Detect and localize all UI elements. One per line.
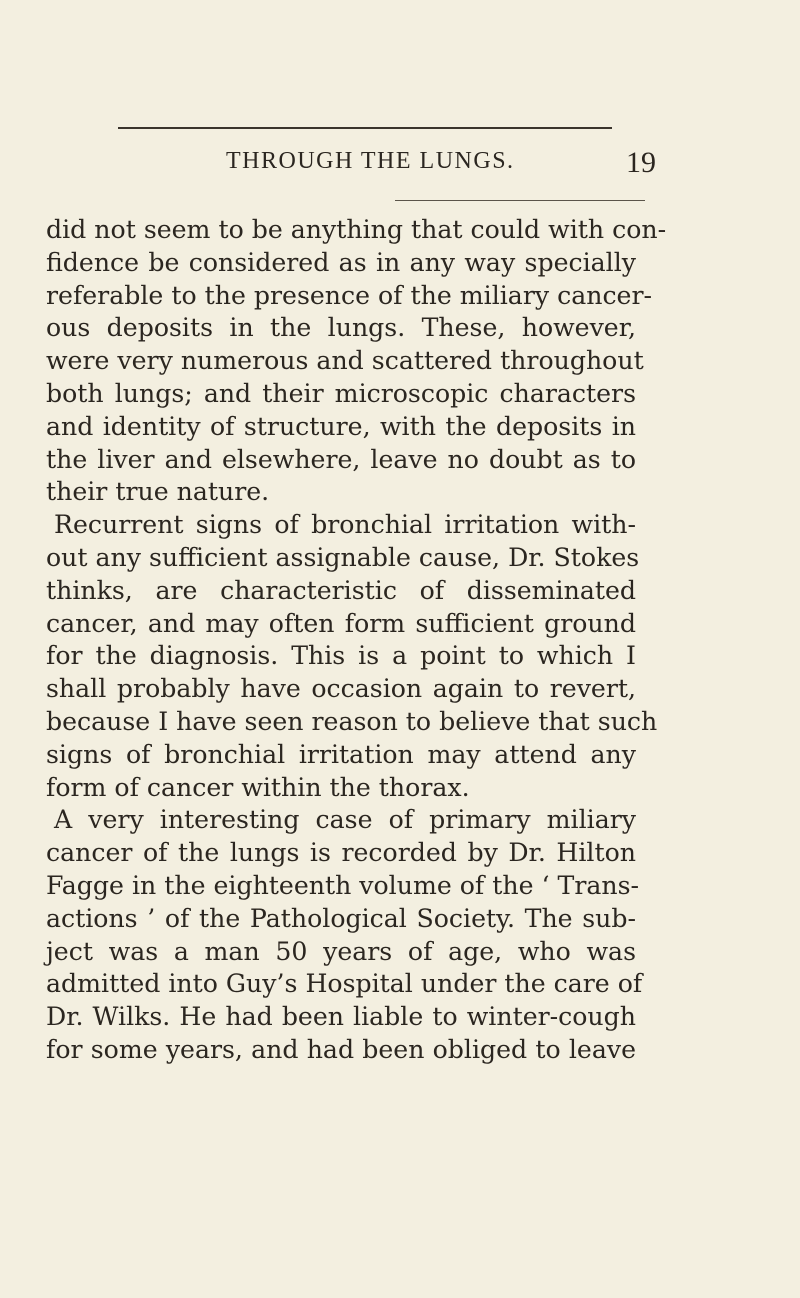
page-number: 19 [626,146,656,179]
text-line: and identity of structure, with the deposits in [46,411,636,441]
text-line: Dr. Wilks. He had been liable to winter-cough [46,1002,636,1032]
text-line: form of cancer within the thorax. [46,772,470,802]
text-line: their true nature. [46,477,270,507]
text-line: fidence be considered as in any way specially [46,247,636,277]
running-header [226,148,656,188]
text-line: out any sufficient assignable cause, Dr. Stokes [46,542,640,572]
text-line: Recurrent signs of bronchial irritation with- [54,510,636,540]
top-rule [118,127,612,129]
text-line: were very numerous and scattered throughout [46,346,644,376]
text-line: actions ’ of the Pathological Society. The sub- [46,903,636,933]
text-line: admitted into Guy’s Hospital under the care of [46,969,643,999]
header-rule [395,200,645,201]
text-line: because I have seen reason to believe that such [46,706,658,736]
text-line: Fagge in the eighteenth volume of the ‘ Trans- [46,870,640,900]
text-line: for the diagnosis. This is a point to which I [46,641,636,671]
running-title: THROUGH THE LUNGS. [226,148,515,174]
text-line: the liver and elsewhere, leave no doubt as to [46,444,636,474]
text-line: ject was a man 50 years of age, who was [46,936,636,966]
text-line: shall probably have occasion again to revert, [46,674,636,704]
text-line: cancer, and may often form sufficient ground [46,608,636,638]
text-line: A very interesting case of primary miliary [54,805,636,835]
body-text [46,214,667,1067]
text-line: both lungs; and their microscopic characters [46,378,636,408]
text-line: signs of bronchial irritation may attend any [46,739,636,769]
text-line: referable to the presence of the miliary cancer- [46,280,653,310]
text-line: for some years, and had been obliged to leave [46,1034,636,1064]
text-line: thinks, are characteristic of disseminated [46,575,636,605]
text-line: cancer of the lungs is recorded by Dr. Hilton [46,838,636,868]
text-line: did not seem to be anything that could with con- [46,215,667,244]
text-line: ous deposits in the lungs. These, however, [46,313,636,343]
